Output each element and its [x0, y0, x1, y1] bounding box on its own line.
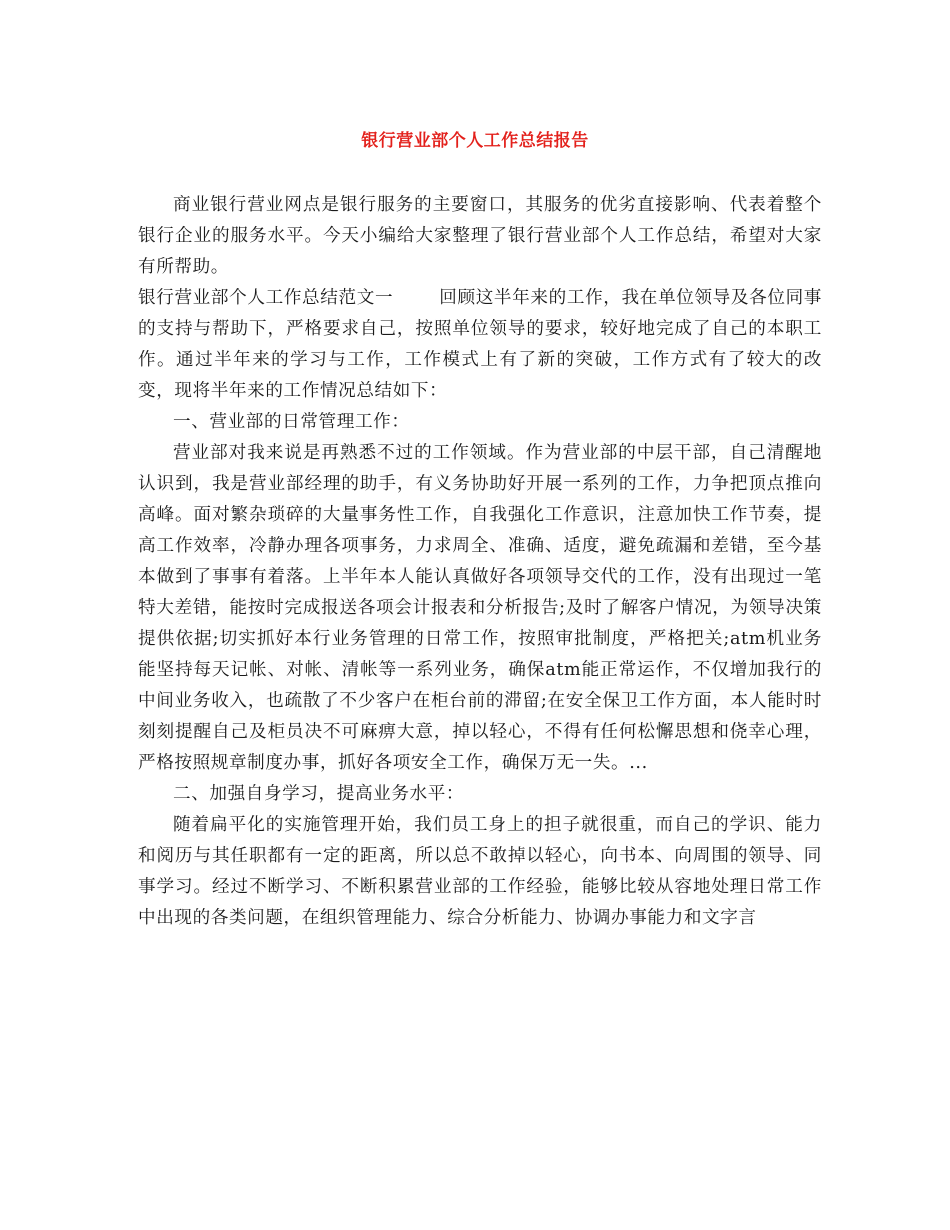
sample-paragraph: [138, 283, 822, 407]
document-title: 银行营业部个人工作总结报告: [361, 131, 589, 151]
sample-opening: 回顾这半年来的工作，我在单位领导及各位同事的支持与帮助下，严格要求自己，按照单位领导的要求，较好地完成了自己的本职工作。通过半年来的学习与工作，工作模式上有了新的突破，工作方式有了较大的改变，现将半年来的工作情况总结如下：: [138, 288, 822, 401]
section1-heading: 一、营业部的日常管理工作：: [173, 412, 410, 432]
document-body: [138, 190, 822, 934]
intro-paragraph: 商业银行营业网点是银行服务的主要窗口，其服务的优劣直接影响、代表着整个银行企业的服务水平。今天小编给大家整理了银行营业部个人工作总结，希望对大家有所帮助。: [138, 195, 822, 277]
section2-heading: 二、加强自身学习，提高业务水平：: [173, 784, 465, 804]
section2-paragraph: 随着扁平化的实施管理开始，我们员工身上的担子就很重，而自己的学识、能力和阅历与其任职都有一定的距离，所以总不敢掉以轻心，向书本、向周围的领导、同事学习。经过不断学习、不断积累营业部的工作经验，能够比较从容地处理日常工作中出现的各类问题，在组织管理能力、综合分析能力、协调办事能力和文字言: [138, 815, 822, 928]
section1-paragraph: 营业部对我来说是再熟悉不过的工作领域。作为营业部的中层干部，自己清醒地认识到，我是营业部经理的助手，有义务协助好开展一系列的工作，力争把顶点推向高峰。面对繁杂琐碎的大量事务性工作，自我强化工作意识，注意加快工作节奏，提高工作效率，冷静办理各项事务，力求周全、准确、适度，避免疏漏和差错，至今基本做到了事事有着落。上半年本人能认真做好各项领导交代的工作，没有出现过一笔特大差错，能按时完成报送各项会计报表和分析报告;及时了解客户情况，为领导决策提供依据;切实抓好本行业务管理的日常工作，按照审批制度，严格把关;atm机业务能坚持每天记帐、对帐、清帐等一系列业务，确保atm能正常运作，不仅增加我行的中间业务收入，也疏散了不少客户在柜台前的滞留;在安全保卫工作方面，本人能时时刻刻提醒自己及柜员决不可麻痹大意，掉以轻心，不得有任何松懈思想和侥幸心理，严格按照规章制度办事，抓好各项安全工作，确保万无一失。...: [138, 443, 822, 773]
sample-heading: 银行营业部个人工作总结范文一: [138, 288, 394, 308]
